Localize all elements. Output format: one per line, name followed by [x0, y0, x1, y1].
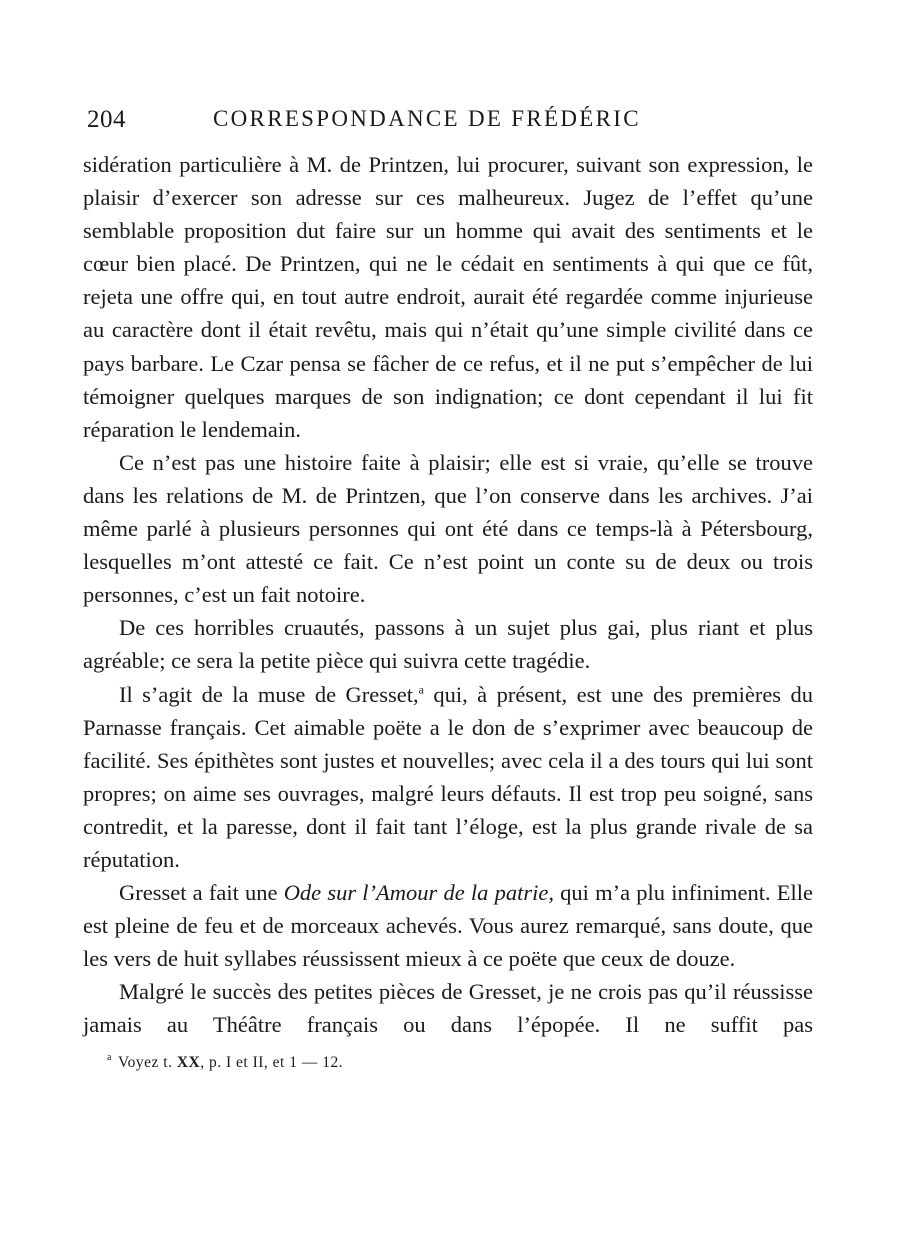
page-number: 204 — [87, 106, 126, 133]
footnote-mark: a — [107, 1052, 112, 1064]
paragraph-5 — [83, 876, 813, 975]
paragraph-6: Malgré le succès des petites pièces de Gresset, je ne crois pas qu’il réussisse jamais au Théâtre français ou dans l’épopée. Il ne suffit pas — [83, 979, 813, 1038]
body-text — [83, 148, 813, 1042]
footnote-text-end: , p. I et II, et 1 — 12. — [200, 1053, 344, 1071]
paragraph-3: De ces horribles cruautés, passons à un sujet plus gai, plus riant et plus agréable; ce sera la petite pièce qui suivra cette tragédie. — [83, 615, 813, 674]
footnote — [107, 1052, 813, 1074]
paragraph-2: Ce n’est pas une histoire faite à plaisir; elle est si vraie, qu’elle se trouve dans les relations de M. de Printzen, que l’on conserve dans les archives. J’ai même parlé à plusieurs personnes qui ont été dans ce temps-là à Pétersbourg, lesquelles m’ont attesté ce fait. Ce n’est point un conte su de deux ou trois personnes, c’est un fait notoire. — [83, 449, 813, 608]
paragraph-5-start: Gresset a fait une — [119, 880, 284, 906]
paragraph-4 — [83, 678, 813, 877]
book-page — [83, 98, 813, 1074]
paragraph-4-start: Il s’agit de la muse de Gresset, — [119, 681, 419, 707]
paragraph-5-rest: qui m’a plu infiniment. Elle est pleine de feu et de morceaux achevés. Vous aurez remarqué, sans doute, que les vers de huit syllabes réussissent mieux à ce poëte que ceux de douze. — [83, 880, 813, 972]
footnote-reference: a — [418, 682, 424, 696]
footnote-volume: XX — [176, 1053, 201, 1071]
ode-title: Ode sur l’Amour de la patrie, — [283, 880, 554, 906]
paragraph-1: sidération particulière à M. de Printzen, lui procurer, suivant son expression, le plaisir d’exercer son adresse sur ces malheureux. Jugez de l’effet qu’une semblable proposition dut faire sur un homme qui avait des sentiments et le cœur bien placé. De Printzen, qui ne le cédait en sentiments à qui que ce fût, rejeta une offre qui, en tout autre endroit, aurait été regardée comme injurieuse au caractère dont il était revêtu, mais qui n’était qu’une simple civilité dans ce pays barbare. Le Czar pensa se fâcher de ce refus, et il ne put s’empêcher de lui témoigner quelques marques de son indignation; ce dont cependant il lui fit réparation le lendemain. — [83, 152, 813, 442]
page-header — [83, 98, 813, 138]
paragraph-4-rest: qui, à présent, est une des premières du Parnasse français. Cet aimable poëte a le don de s’exprimer avec beaucoup de facilité. Ses épithètes sont justes et nouvelles; avec cela il a des tours qui lui sont propres; on aime ses ouvrages, malgré leurs défauts. Il est trop peu soigné, sans contredit, et la paresse, dont il fait tant l’éloge, est la plus grande rivale de sa réputation. — [83, 681, 813, 872]
footnote-text-start: Voyez t. — [117, 1053, 177, 1071]
running-head: CORRESPONDANCE DE FRÉDÉRIC — [213, 106, 641, 131]
